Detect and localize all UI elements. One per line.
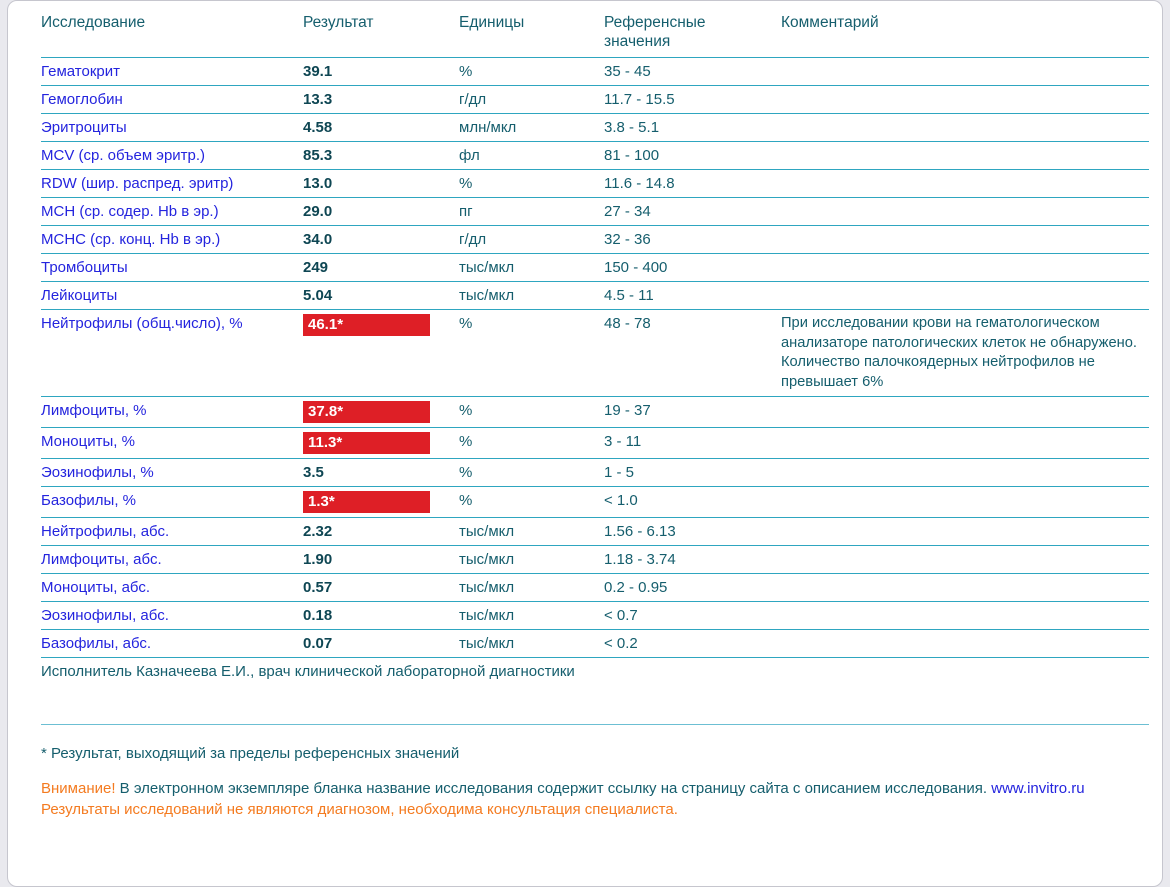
reference-range: 3 - 11 <box>604 433 642 450</box>
units-value: тыс/мкл <box>459 607 515 624</box>
comment-text <box>781 86 1149 114</box>
result-value: 2.32 <box>303 523 333 540</box>
table-row <box>41 198 1149 226</box>
test-name-link[interactable]: MCH (ср. содер. Hb в эр.) <box>41 203 219 220</box>
units-value: млн/мкл <box>459 119 517 136</box>
result-value: 0.57 <box>303 579 333 596</box>
table-row <box>41 397 1149 428</box>
comment-text <box>781 602 1149 630</box>
comment-text <box>781 142 1149 170</box>
table-row <box>41 459 1149 487</box>
units-value: тыс/мкл <box>459 259 515 276</box>
test-name-link[interactable]: Лейкоциты <box>41 287 118 304</box>
comment-text <box>781 282 1149 310</box>
reference-range: 11.7 - 15.5 <box>604 91 675 108</box>
result-value: 0.07 <box>303 635 333 652</box>
test-name-link[interactable]: Гемоглобин <box>41 91 123 108</box>
result-value: 1.90 <box>303 551 333 568</box>
units-value: тыс/мкл <box>459 579 515 596</box>
units-value: тыс/мкл <box>459 523 515 540</box>
units-value: % <box>459 433 473 450</box>
comment-text <box>781 487 1149 518</box>
result-value-flagged: 46.1* <box>303 314 430 336</box>
reference-range: < 0.7 <box>604 607 638 624</box>
test-name-link[interactable]: Моноциты, % <box>41 433 135 450</box>
comment-text <box>781 114 1149 142</box>
table-row <box>41 86 1149 114</box>
reference-range: 150 - 400 <box>604 259 668 276</box>
reference-range: < 0.2 <box>604 635 638 652</box>
result-value: 29.0 <box>303 203 333 220</box>
test-name-link[interactable]: Лимфоциты, абс. <box>41 551 162 568</box>
reference-range: 19 - 37 <box>604 402 651 419</box>
units-value: % <box>459 175 473 192</box>
table-row <box>41 310 1149 397</box>
units-value: % <box>459 492 473 509</box>
table-row <box>41 282 1149 310</box>
units-value: тыс/мкл <box>459 287 515 304</box>
reference-range: < 1.0 <box>604 492 638 509</box>
table-row <box>41 226 1149 254</box>
asterisk-note: * Результат, выходящий за пределы референсных значений <box>41 745 460 762</box>
warning-paragraph <box>41 778 1149 820</box>
table-row <box>41 142 1149 170</box>
header-result: Результат <box>303 14 374 31</box>
reference-range: 81 - 100 <box>604 147 660 164</box>
test-name-link[interactable]: Моноциты, абс. <box>41 579 151 596</box>
footer-divider <box>41 724 1149 725</box>
reference-range: 1.56 - 6.13 <box>604 523 676 540</box>
result-value: 5.04 <box>303 287 333 304</box>
table-row <box>41 546 1149 574</box>
comment-text <box>781 170 1149 198</box>
test-name-link[interactable]: Эозинофилы, % <box>41 464 154 481</box>
table-row <box>41 574 1149 602</box>
result-value: 3.5 <box>303 464 324 481</box>
header-comment: Комментарий <box>781 14 879 31</box>
result-value: 13.3 <box>303 91 333 108</box>
test-name-link[interactable]: Эозинофилы, абс. <box>41 607 169 624</box>
test-name-link[interactable]: RDW (шир. распред. эритр) <box>41 175 234 192</box>
test-name-link[interactable]: Гематокрит <box>41 63 120 80</box>
units-value: % <box>459 402 473 419</box>
executor-line: Исполнитель Казначеева Е.И., врач клинической лабораторной диагностики <box>41 663 575 680</box>
result-value: 0.18 <box>303 607 333 624</box>
comment-text <box>781 459 1149 487</box>
lab-report-page <box>7 0 1163 887</box>
result-value: 249 <box>303 259 329 276</box>
units-value: % <box>459 63 473 80</box>
comment-text: При исследовании крови на гематологическом анализаторе патологических клеток не обнаружено. Количество палочкоядерных нейтрофилов не превышает 6% <box>781 315 1138 390</box>
comment-text <box>781 226 1149 254</box>
comment-text <box>781 397 1149 428</box>
units-value: тыс/мкл <box>459 551 515 568</box>
comment-text <box>781 574 1149 602</box>
disclaimer-text: Результаты исследований не являются диагнозом, необходима консультация специалиста. <box>41 801 678 818</box>
reference-range: 1.18 - 3.74 <box>604 551 676 568</box>
comment-text <box>781 58 1149 86</box>
header-units: Единицы <box>459 14 525 31</box>
test-name-link[interactable]: MCHC (ср. конц. Hb в эр.) <box>41 231 221 248</box>
table-row <box>41 487 1149 518</box>
results-table <box>41 11 1149 658</box>
result-value: 39.1 <box>303 63 333 80</box>
reference-range: 11.6 - 14.8 <box>604 175 675 192</box>
comment-text <box>781 428 1149 459</box>
units-value: г/дл <box>459 91 487 108</box>
result-value: 85.3 <box>303 147 333 164</box>
test-name-link[interactable]: Базофилы, % <box>41 492 136 509</box>
invitro-link[interactable]: www.invitro.ru <box>991 780 1085 797</box>
table-row <box>41 114 1149 142</box>
units-value: % <box>459 315 473 332</box>
test-name-link[interactable]: Нейтрофилы, абс. <box>41 523 170 540</box>
units-value: % <box>459 464 473 481</box>
comment-text <box>781 254 1149 282</box>
warning-label: Внимание! <box>41 780 116 797</box>
units-value: г/дл <box>459 231 487 248</box>
test-name-link[interactable]: Тромбоциты <box>41 259 128 276</box>
reference-range: 32 - 36 <box>604 231 651 248</box>
reference-range: 27 - 34 <box>604 203 651 220</box>
comment-text <box>781 518 1149 546</box>
table-row <box>41 58 1149 86</box>
test-name-link[interactable]: Лимфоциты, % <box>41 402 147 419</box>
result-value-flagged: 11.3* <box>303 432 430 454</box>
units-value: тыс/мкл <box>459 635 515 652</box>
result-value-flagged: 37.8* <box>303 401 430 423</box>
reference-range: 4.5 - 11 <box>604 287 654 304</box>
comment-text <box>781 198 1149 226</box>
test-name-link[interactable]: MCV (ср. объем эритр.) <box>41 147 206 164</box>
reference-range: 35 - 45 <box>604 63 651 80</box>
comment-text <box>781 546 1149 574</box>
test-name-link[interactable]: Нейтрофилы (общ.число), % <box>41 315 243 332</box>
reference-range: 1 - 5 <box>604 464 635 481</box>
table-row <box>41 170 1149 198</box>
table-row <box>41 602 1149 630</box>
reference-range: 48 - 78 <box>604 315 651 332</box>
result-value: 13.0 <box>303 175 333 192</box>
warning-text: В электронном экземпляре бланка название исследования содержит ссылку на страницу сайта с описанием исследования. <box>119 780 988 797</box>
reference-range: 3.8 - 5.1 <box>604 119 660 136</box>
reference-range: 0.2 - 0.95 <box>604 579 668 596</box>
test-name-link[interactable]: Эритроциты <box>41 119 127 136</box>
table-row <box>41 254 1149 282</box>
result-value: 34.0 <box>303 231 333 248</box>
header-reference: Референсные значения <box>604 14 706 50</box>
test-name-link[interactable]: Базофилы, абс. <box>41 635 152 652</box>
table-row <box>41 428 1149 459</box>
comment-text <box>781 630 1149 658</box>
table-header-row <box>41 11 1149 58</box>
result-value-flagged: 1.3* <box>303 491 430 513</box>
table-row <box>41 630 1149 658</box>
units-value: фл <box>459 147 480 164</box>
table-row <box>41 518 1149 546</box>
result-value: 4.58 <box>303 119 333 136</box>
units-value: пг <box>459 203 473 220</box>
header-test-name: Исследование <box>41 14 146 31</box>
